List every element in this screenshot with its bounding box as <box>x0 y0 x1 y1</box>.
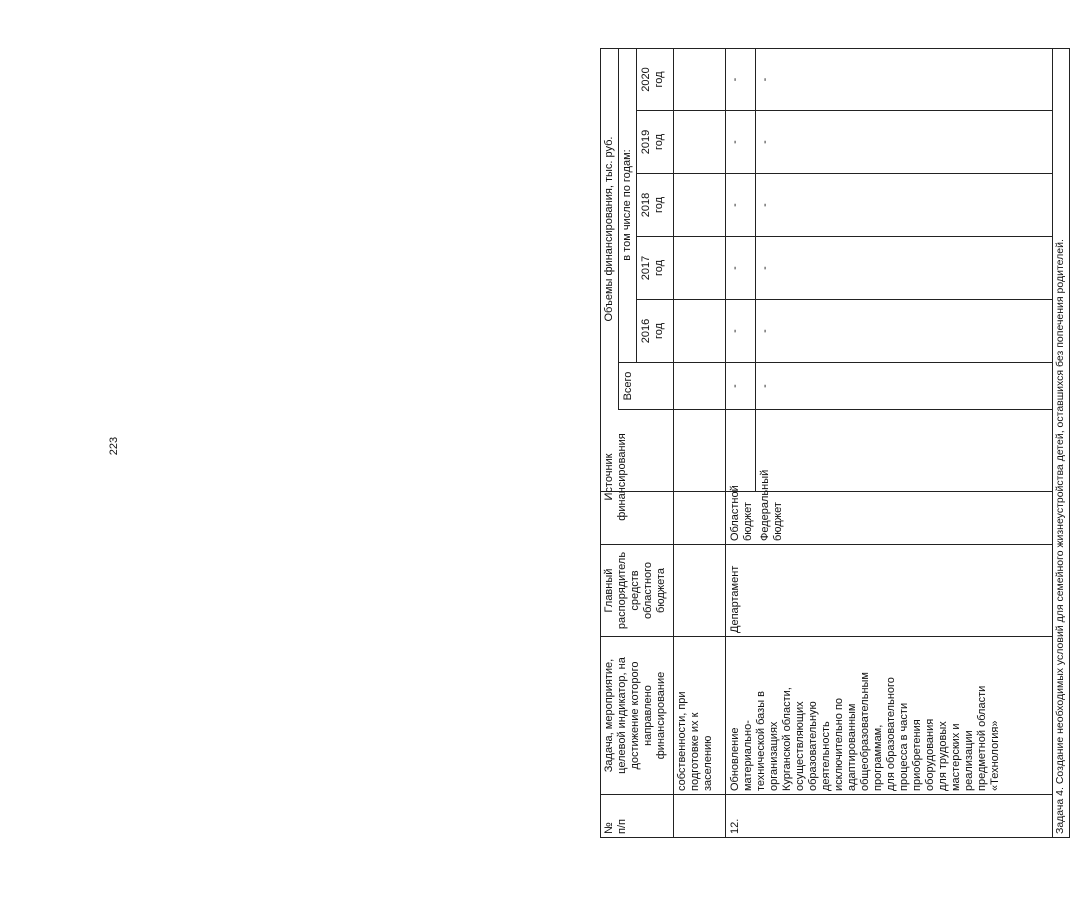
row12-source-regional: Областной бюджет <box>729 485 754 541</box>
header-task: Задача, мероприятие, целевой индикатор, на достижение которого направлено финансирование <box>603 657 667 774</box>
header-total: Всего <box>622 371 634 401</box>
header-source: Источник финансирования <box>603 433 628 521</box>
row12-regional-2020: - <box>729 77 741 82</box>
rule-by-years <box>636 48 637 363</box>
row12-federal-2017: - <box>759 266 771 270</box>
header-manager: Главный распорядитель средств областного бюджета <box>603 551 667 630</box>
row12-source-federal: Федеральный бюджет <box>759 469 784 541</box>
header-year-2020: 2020 год <box>640 67 665 92</box>
row12-task: Обновление материально- технической базы в организациях Курганской области, осуществляющих образовательную деятельность исключительно по адаптированным общеобразовательным программам, для образовательного процесса в части приобретения оборудования для трудовых мастерских и реализации предметной области «Технология» <box>729 672 1001 791</box>
row12-regional-2017: - <box>729 266 741 270</box>
row12-regional-2016: - <box>729 329 741 333</box>
row12-federal-2018: - <box>759 203 771 207</box>
rule-after-2016 <box>636 299 1052 300</box>
row12-federal-2016: - <box>759 329 771 333</box>
header-year-2017: 2017 год <box>640 255 665 281</box>
row12-federal-total: - <box>759 384 771 388</box>
header-by-years: в том числе по годам: <box>621 149 633 261</box>
row12-regional-2019: - <box>729 140 741 144</box>
continued-task-text: собственности, при подготовке их к заселению <box>676 691 714 791</box>
header-year-2018: 2018 год <box>640 192 665 218</box>
rule-after-2018 <box>636 173 1052 174</box>
row12-manager: Департамент <box>729 565 741 633</box>
header-year-2019: 2019 год <box>640 129 665 155</box>
row12-federal-2019: - <box>759 140 771 144</box>
rule-after-total <box>618 362 1052 363</box>
rule-after-2017 <box>636 236 1052 237</box>
rule-continued-row <box>725 48 726 838</box>
row12-regional-total: - <box>729 384 741 388</box>
rule-after-volumes-left <box>618 409 1052 410</box>
header-volumes: Объемы финансирования, тыс. руб. <box>603 136 615 322</box>
financing-table <box>600 48 1070 838</box>
rule-after-2019 <box>636 110 1052 111</box>
page-number: 223 <box>108 436 120 456</box>
row12-number: 12. <box>729 818 741 834</box>
task4-row: Задача 4. Создание необходимых условий для семейного жизнеустройства детей, оставшихся без попечения родителей. <box>1054 239 1066 834</box>
rule-regional-budget <box>755 48 756 492</box>
table-border-left <box>600 837 1070 838</box>
row12-regional-2018: - <box>729 203 741 207</box>
header-year-2016: 2016 год <box>640 318 665 344</box>
header-number: № п/п <box>603 819 628 834</box>
row12-federal-2020: - <box>759 77 771 82</box>
